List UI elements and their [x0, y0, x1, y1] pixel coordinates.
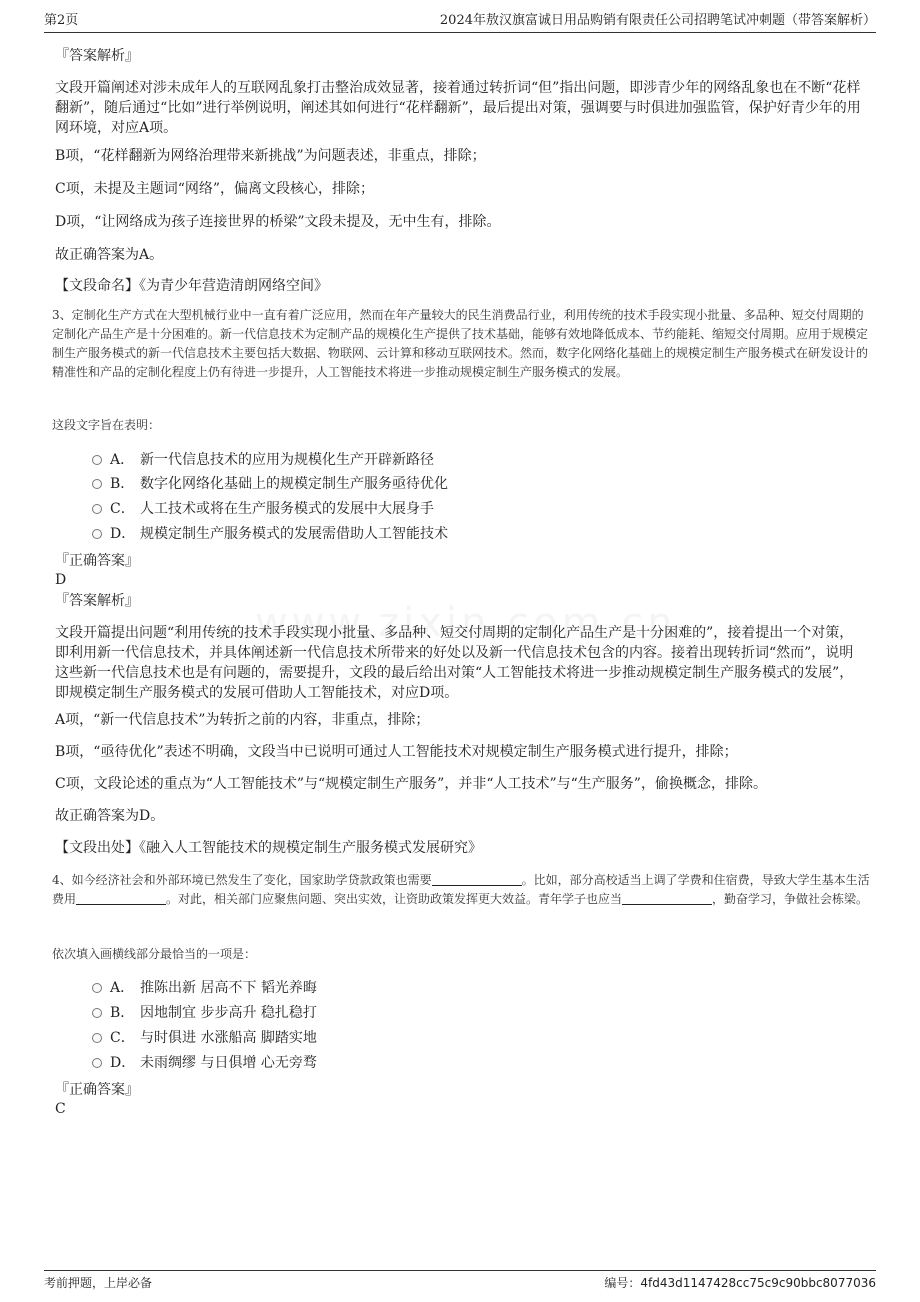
q2-option-c-analysis: C项，未提及主题词“网络”，偏离文段核心，排除；	[55, 181, 375, 197]
fill-blank-2	[76, 892, 166, 905]
q3-prompt: 这段文字旨在表明：	[52, 418, 161, 432]
document-title: 2024年敖汉旗富诚日用品购销有限责任公司招聘笔试冲刺题（带答案解析）	[439, 13, 876, 28]
q3-option-c[interactable]: C． 人工技术或将在生产服务模式的发展中大展身手	[92, 499, 434, 519]
q4-option-a[interactable]: A． 推陈出新 居高不下 韬光养晦	[92, 978, 317, 998]
radio-icon[interactable]	[92, 529, 102, 539]
q2-conclusion: 故正确答案为A。	[55, 247, 164, 263]
q4-stem: 4、如今经济社会和外部环境已然发生了变化，国家助学贷款政策也需要 。比如，部分高校适当上调了学费和住宿费，导致大学生基本生活费用 。对此，相关部门应聚焦问题、突出实效，让资助政策发挥更大效益。青年学子也应当 ，勤奋学习，争做社会栋梁。	[52, 873, 870, 906]
q3-stem: 3、定制化生产方式在大型机械行业中一直有着广泛应用，然而在年产量较大的民生消费品行业，利用传统的技术手段实现小批量、多品种、短交付周期的定制化产品生产是十分困难的。新一代信息技术为定制产品的规模化生产提供了技术基础，能够有效地降低成本、节约能耗、缩短交付周期。应用于规模定制生产服务模式的新一代信息技术主要包括大数据、物联网、云计算和移动互联网技术。然而，数字化网络化基础上的规模定制生产服务模式在研发设计的精准性和产品的定制化程度上仍有待进一步提升，人工智能技术将进一步推动规模定制生产服务模式的发展。	[52, 308, 869, 379]
radio-icon[interactable]	[92, 1008, 102, 1018]
q4-answer: C	[55, 1101, 66, 1117]
q2-option-b-analysis: B项，“花样翻新为网络治理带来新挑战”为问题表述，非重点，排除；	[55, 148, 486, 164]
q2-explain-text: 文段开篇阐述对涉未成年人的互联网乱象打击整治成效显著，接着通过转折词“但”指出问题，即涉青少年的网络乱象也在不断“花样翻新”，随后通过“比如”进行举例说明，阐述其如何进行“花样翻新”，最后提出对策，强调要与时俱进加强监管，保护好青少年的用网环境，对应A项。	[55, 80, 861, 136]
fill-blank-1	[432, 873, 522, 886]
page-number: 第2页	[44, 13, 79, 28]
page-header	[44, 12, 876, 33]
q3-option-d[interactable]: D． 规模定制生产服务模式的发展需借助人工智能技术	[92, 524, 448, 544]
q3-option-b[interactable]: B． 数字化网络化基础上的规模定制生产服务亟待优化	[92, 474, 448, 494]
q4-answer-label: 『正确答案』	[55, 1082, 139, 1098]
q3-answer-label: 『正确答案』	[55, 553, 139, 569]
q3-conclusion: 故正确答案为D。	[55, 808, 165, 824]
document-code: 编号：4fd43d1147428cc75c9c90bbc8077036	[604, 1276, 876, 1290]
radio-icon[interactable]	[92, 455, 102, 465]
radio-icon[interactable]	[92, 504, 102, 514]
footer-slogan: 考前押题，上岸必备	[44, 1276, 153, 1290]
page-footer	[44, 1270, 876, 1293]
q3-option-c-analysis: C项，文段论述的重点为“人工智能技术”与“规模定制生产服务”，并非“人工技术”与“生产服务”，偷换概念，排除。	[55, 776, 767, 792]
q3-option-b-analysis: B项，“亟待优化”表述不明确，文段当中已说明可通过人工智能技术对规模定制生产服务模式进行提升，排除；	[55, 744, 738, 760]
q2-passage-title: 【文段命名】《为青少年营造清朗网络空间》	[55, 278, 328, 294]
q4-prompt: 依次填入画横线部分最恰当的一项是：	[52, 947, 257, 961]
fill-blank-3	[622, 892, 712, 905]
q3-explain-label: 『答案解析』	[55, 593, 139, 609]
q3-option-a-analysis: A项，“新一代信息技术”为转折之前的内容，非重点，排除；	[55, 712, 430, 728]
q4-option-b[interactable]: B． 因地制宜 步步高升 稳扎稳打	[92, 1003, 317, 1023]
q2-option-d-analysis: D项，“让网络成为孩子连接世界的桥梁”文段未提及，无中生有，排除。	[55, 214, 501, 230]
q3-answer: D	[55, 572, 67, 588]
q2-explain-label: 『答案解析』	[55, 48, 139, 64]
q3-option-a[interactable]: A． 新一代信息技术的应用为规模化生产开辟新路径	[92, 450, 434, 470]
q3-explain-text: 文段开篇提出问题“利用传统的技术手段实现小批量、多品种、短交付周期的定制化产品生产是十分困难的”，接着提出一个对策，即利用新一代信息技术，并具体阐述新一代信息技术所带来的好处以及新一代信息技术包含的内容。接着出现转折词“然而”，说明这些新一代信息技术也是有问题的，需要提升，文段的最后给出对策“人工智能技术将进一步推动规模定制生产服务模式的发展”，即规模定制生产服务模式的发展可借助人工智能技术，对应D项。	[55, 625, 854, 701]
radio-icon[interactable]	[92, 479, 102, 489]
q4-option-d[interactable]: D． 未雨绸缪 与日俱增 心无旁骛	[92, 1053, 317, 1073]
radio-icon[interactable]	[92, 1058, 102, 1068]
radio-icon[interactable]	[92, 983, 102, 993]
q3-passage-source: 【文段出处】《融入人工智能技术的规模定制生产服务模式发展研究》	[55, 840, 482, 856]
radio-icon[interactable]	[92, 1033, 102, 1043]
q4-option-c[interactable]: C． 与时俱进 水涨船高 脚踏实地	[92, 1028, 317, 1048]
